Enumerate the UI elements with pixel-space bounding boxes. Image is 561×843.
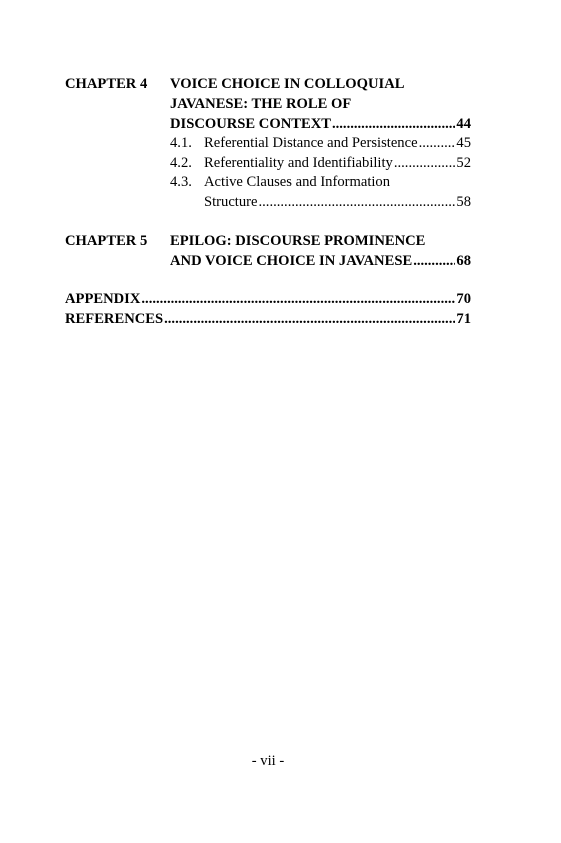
toc-entry-chapter-4[interactable] (170, 116, 471, 133)
appendix-page: 70 (456, 291, 471, 307)
section-4-2-number: 4.2. (170, 155, 192, 171)
toc-entry-references[interactable] (65, 311, 471, 328)
page-number: - vii - (251, 753, 285, 769)
dot-leader (419, 135, 456, 152)
toc-entry-chapter-5[interactable] (170, 253, 471, 270)
chapter-4-title-line-2: JAVANESE: THE ROLE OF (170, 96, 352, 112)
dot-leader (332, 116, 455, 133)
dot-leader (413, 253, 455, 270)
section-4-1-page: 45 (456, 135, 471, 151)
chapter-5-title-line-1: EPILOG: DISCOURSE PROMINENCE (170, 233, 426, 249)
toc-entry-section-4-3[interactable] (204, 194, 471, 211)
toc-entry-section-4-1[interactable] (204, 135, 471, 152)
references-label: REFERENCES (65, 311, 164, 327)
section-4-1-number: 4.1. (170, 135, 192, 151)
section-4-2-page: 52 (456, 155, 471, 171)
chapter-4-label: CHAPTER 4 (65, 76, 148, 92)
chapter-4-page: 44 (456, 116, 471, 132)
section-4-2-title: Referentiality and Identifiability (204, 155, 393, 171)
section-4-1-title: Referential Distance and Persistence (204, 135, 418, 151)
section-4-3-title-line-2: Structure (204, 194, 258, 210)
chapter-5-title-line-2: AND VOICE CHOICE IN JAVANESE (170, 253, 413, 269)
dot-leader (259, 194, 456, 211)
appendix-label: APPENDIX (65, 291, 141, 307)
dot-leader (141, 291, 455, 308)
dot-leader (164, 311, 455, 328)
chapter-5-page: 68 (456, 253, 471, 269)
chapter-5-label: CHAPTER 5 (65, 233, 148, 249)
references-page: 71 (456, 311, 471, 327)
chapter-4-title-line-3: DISCOURSE CONTEXT (170, 116, 331, 132)
chapter-4-title-line-1: VOICE CHOICE IN COLLOQUIAL (170, 76, 405, 92)
dot-leader (394, 155, 456, 172)
section-4-3-title-line-1: Active Clauses and Information (204, 174, 391, 190)
toc-entry-section-4-2[interactable] (204, 155, 471, 172)
section-4-3-number: 4.3. (170, 174, 192, 190)
section-4-3-page: 58 (456, 194, 471, 210)
toc-entry-appendix[interactable] (65, 291, 471, 308)
